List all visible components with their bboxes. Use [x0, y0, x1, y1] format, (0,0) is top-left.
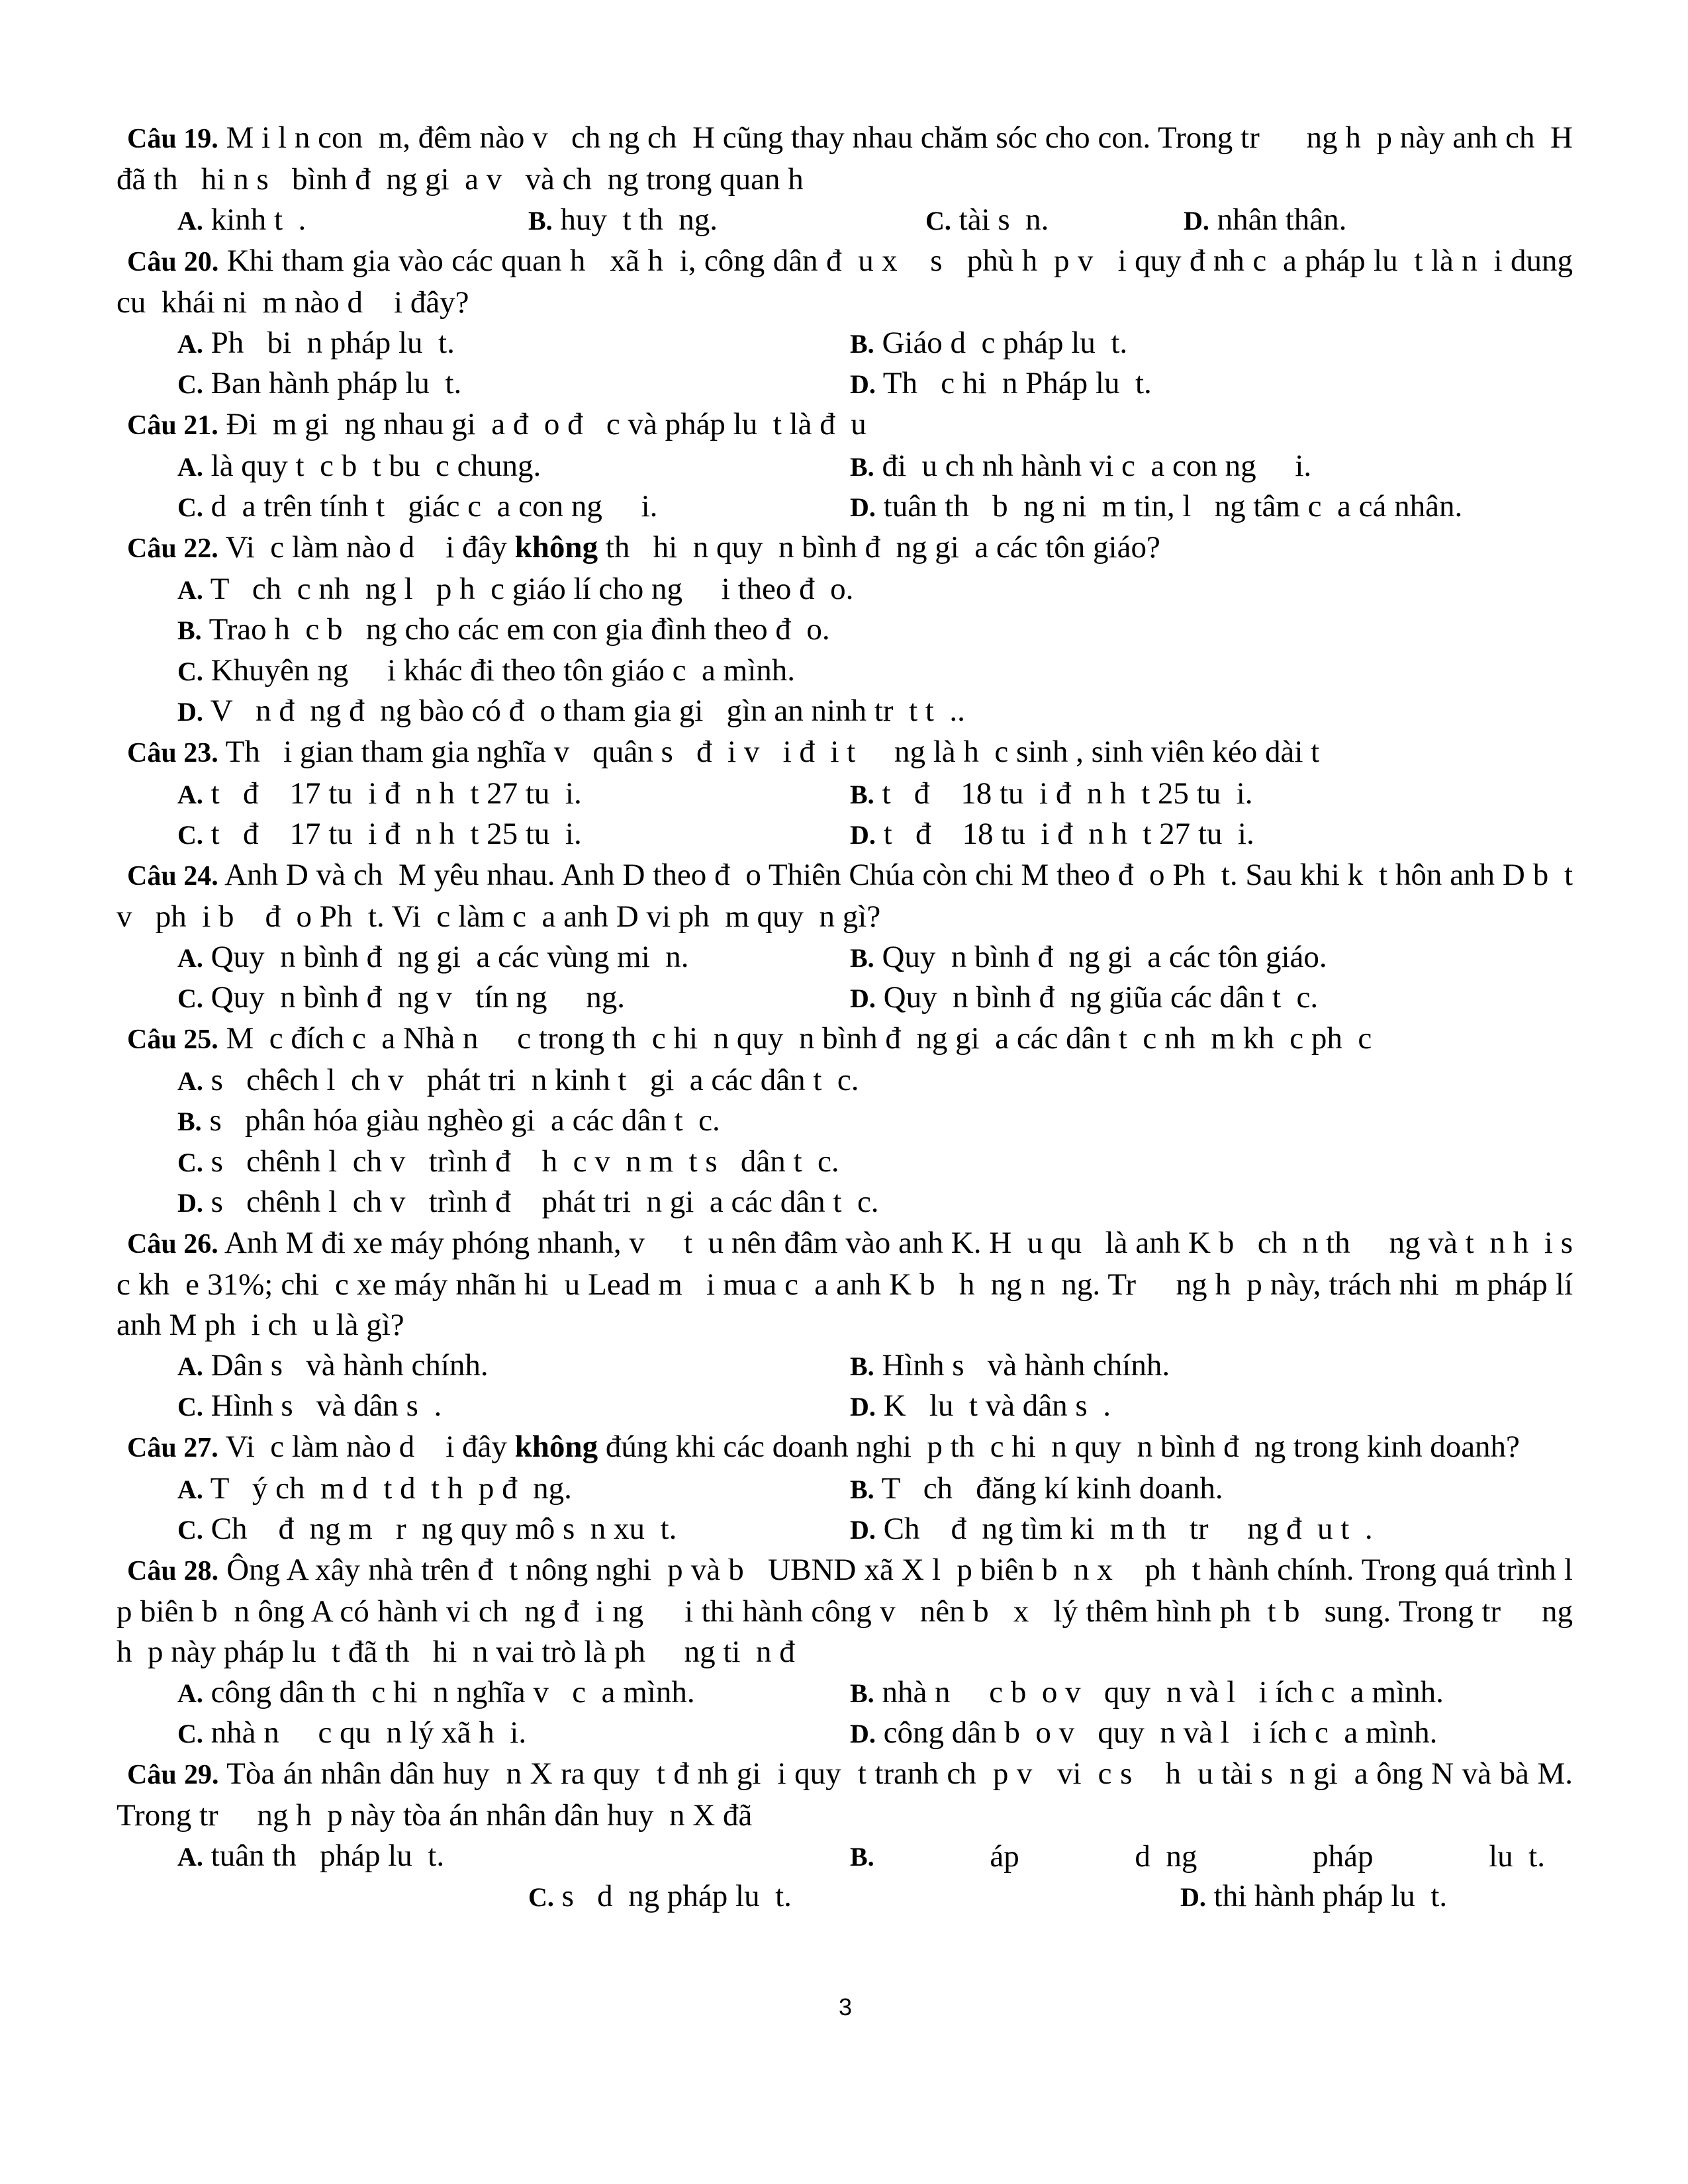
options-row: [117, 978, 1573, 1019]
option-letter: B.: [850, 1678, 874, 1708]
option-letter: C.: [528, 1882, 554, 1912]
option-letter: D.: [850, 983, 876, 1013]
options-row: [117, 651, 1573, 692]
question-label: Câu 25.: [127, 1024, 218, 1055]
option-text: t đ 18 tu i đ n h t 25 tu i.: [874, 776, 1253, 811]
question-label: Câu 19.: [127, 124, 218, 154]
option-letter: D.: [850, 1515, 876, 1545]
question-stem: M c đích c a Nhà n c trong th c hi n quy n bình đ ng gi a các dân t c nh m kh c ph c: [218, 1021, 1372, 1056]
options-row: [117, 1836, 1573, 1877]
answer-option: [177, 486, 850, 528]
answer-option: [177, 446, 850, 488]
option-text: Khuyên ng i khác đi theo tôn giáo c a mình.: [203, 653, 796, 688]
options-row: [117, 569, 1573, 610]
option-letter: A.: [177, 1841, 203, 1872]
option-letter: C.: [177, 1147, 203, 1177]
answer-option: [850, 774, 1253, 815]
option-letter: C.: [177, 820, 203, 850]
option-text: Dân s và hành chính.: [203, 1347, 489, 1383]
option-text: tuân th pháp lu t.: [203, 1838, 445, 1873]
option-text: nhà n c qu n lý xã h i.: [203, 1715, 527, 1750]
option-letter: D.: [850, 492, 876, 522]
options-row: [117, 323, 1573, 364]
option-text: đi u ch nh hành vi c a con ng i.: [874, 448, 1312, 483]
question-label: Câu 26.: [127, 1228, 218, 1259]
option-letter: A.: [177, 574, 203, 605]
option-text: tài s n.: [951, 203, 1049, 237]
option-text: kinh t .: [203, 203, 306, 237]
question-stem: Tòa án nhân dân huy n X ra quy t đ nh gi i quy t tranh ch p v vi c s h u tài s n gi a ông N và bà M. Trong tr ng h p này tòa án nhân dân huy n X đã: [117, 1756, 1580, 1833]
question-text: [117, 1223, 1589, 1345]
option-text: thi hành pháp lu t.: [1205, 1879, 1448, 1913]
option-letter: B.: [850, 451, 874, 482]
question-text: [117, 1427, 1573, 1469]
option-text: T ch c nh ng l p h c giáo lí cho ng i theo đ o.: [203, 571, 854, 606]
question-stem: Th i gian tham gia nghĩa v quân s đ i v i đ i t ng là h c sinh , sinh viên kéo dài t: [218, 734, 1320, 769]
option-text: s d ng pháp lu t.: [553, 1879, 792, 1913]
option-letter: C.: [177, 983, 203, 1013]
answer-option: [850, 363, 1152, 405]
option-letter: C.: [177, 656, 203, 686]
answer-option: [850, 937, 1327, 979]
option-text: tuân th b ng ni m tin, l ng tâm c a cá nhân.: [875, 489, 1463, 523]
option-letter: D.: [1184, 206, 1209, 236]
option-letter: B.: [850, 779, 874, 809]
option-text: T ý ch m d t d t h p đ ng.: [203, 1471, 572, 1506]
answer-option: [850, 1386, 1111, 1428]
question-label: Câu 28.: [127, 1555, 219, 1586]
option-text: Quy n bình đ ng v tín ng ng.: [203, 980, 626, 1015]
question-text-part: th hi n quy n bình đ ng gi a các tôn giáo?: [598, 529, 1160, 565]
answer-option: [177, 814, 850, 856]
option-letter: B.: [177, 1107, 202, 1136]
option-letter: C.: [177, 492, 203, 522]
question-text: [117, 241, 1581, 323]
answer-option: [850, 1713, 1437, 1754]
option-letter: A.: [177, 451, 203, 482]
answer-option: [177, 200, 528, 242]
option-text: Ban hành pháp lu t.: [203, 366, 462, 400]
option-letter: A.: [177, 1351, 203, 1381]
option-letter: B.: [850, 328, 874, 359]
question-label: Câu 29.: [127, 1759, 219, 1790]
options-row: [117, 1509, 1573, 1550]
options-row: [117, 1672, 1573, 1713]
answer-option: [177, 363, 850, 405]
option-letter: C.: [177, 1392, 203, 1422]
option-text: Quy n bình đ ng giũa các dân t c.: [875, 980, 1319, 1015]
option-text: d a trên tính t giác c a con ng i.: [203, 489, 658, 523]
question-text: [117, 1550, 1589, 1672]
question-text: [117, 732, 1573, 774]
option-text: Ch đ ng m r ng quy mô s n xu t.: [203, 1512, 677, 1546]
answer-option: [177, 323, 850, 365]
options-row: [117, 1345, 1573, 1387]
question-stem: M i l n con m, đêm nào v ch ng ch H cũng thay nhau chăm sóc cho con. Trong tr ng h p này anh ch H đã th hi n s bình đ ng gi a v và ch ng trong quan h: [117, 120, 1581, 197]
option-text: Ch đ ng tìm ki m th tr ng đ u t .: [875, 1512, 1373, 1546]
answer-option: [177, 1386, 850, 1428]
options-row: [117, 1060, 1573, 1101]
options-row: [117, 1469, 1573, 1510]
option-text: t đ 17 tu i đ n h t 27 tu i.: [203, 776, 582, 811]
answer-option: [850, 1509, 1373, 1551]
options-row: [117, 1876, 1573, 1917]
answer-option: [177, 610, 830, 651]
option-letter: A.: [177, 328, 203, 359]
option-text: s phân hóa giàu nghèo gi a các dân t c.: [201, 1103, 720, 1138]
option-letter: D.: [850, 1392, 876, 1422]
options-row: [117, 200, 1573, 241]
options-row: [117, 1182, 1573, 1223]
answer-option: [850, 323, 1127, 365]
options-row: [117, 1713, 1573, 1754]
question-label: Câu 20.: [127, 246, 219, 277]
option-text: là quy t c b t bu c chung.: [203, 448, 541, 483]
page-number: 3: [838, 1993, 853, 2021]
question-label: Câu 24.: [127, 860, 218, 891]
answer-option: [177, 1836, 850, 1878]
option-text: s chênh l ch v trình đ h c v n m t s dân t c.: [203, 1144, 839, 1179]
question-text: [117, 1754, 1580, 1836]
question-keyword: không: [514, 1429, 598, 1464]
answer-option: [528, 1876, 1180, 1918]
option-text: Quy n bình đ ng gi a các vùng mi n.: [203, 939, 689, 974]
answer-option: [528, 200, 925, 242]
question-text: [117, 118, 1581, 200]
option-letter: C.: [177, 369, 203, 399]
question-text: [117, 527, 1573, 569]
question-text: [117, 1019, 1573, 1060]
answer-option: [850, 1345, 1170, 1387]
option-letter: A.: [177, 1474, 203, 1504]
answer-option: [177, 691, 965, 733]
option-letter: D.: [850, 820, 876, 850]
option-letter: A.: [177, 1066, 203, 1096]
answer-option: [177, 569, 853, 611]
option-letter: A.: [177, 942, 203, 973]
answer-option: [177, 1713, 850, 1754]
option-text: t đ 18 tu i đ n h t 27 tu i.: [875, 817, 1254, 851]
option-text: công dân th c hi n nghĩa v c a mình.: [203, 1674, 695, 1709]
answer-option: [850, 486, 1462, 528]
option-letter: A.: [177, 1678, 203, 1708]
option-text: Hình s và hành chính.: [874, 1347, 1170, 1383]
option-text: nhà n c b o v quy n và l i ích c a mình.: [874, 1674, 1444, 1709]
answer-option: [850, 1469, 1223, 1510]
options-row: [117, 446, 1573, 487]
option-text: Ph bi n pháp lu t.: [203, 325, 455, 360]
answer-option: [177, 1182, 879, 1224]
options-row: [117, 1142, 1573, 1183]
option-text-word: áp: [990, 1839, 1019, 1874]
option-text: V n đ ng đ ng bào có đ o tham gia gi gìn an ninh tr t t ..: [203, 694, 965, 728]
option-text: T ch đăng kí kinh doanh.: [874, 1471, 1223, 1506]
question-text-part: Vi c làm nào d i đây: [218, 1429, 515, 1464]
option-letter: D.: [1180, 1882, 1206, 1912]
answer-option: [177, 1101, 720, 1142]
option-letter: A.: [177, 779, 203, 809]
option-text: Trao h c b ng cho các em con gia đình theo đ o.: [201, 612, 830, 647]
answer-option: [177, 1509, 850, 1551]
option-text: nhân thân.: [1209, 203, 1347, 237]
options-row: [117, 814, 1573, 855]
question-stem: Anh D và ch M yêu nhau. Anh D theo đ o Thiên Chúa còn chi M theo đ o Ph t. Sau khi k t hôn anh D b t v ph i b đ o Ph t. Vi c làm c a anh D vi ph m quy n gì?: [117, 857, 1581, 934]
answer-option: [177, 1142, 839, 1183]
option-text: huy t th ng.: [552, 203, 718, 237]
question-stem: Khi tham gia vào các quan h xã h i, công dân đ u x s phù h p v i quy đ nh c a pháp lu t là n i dung cu khái ni m nào d i đây?: [117, 243, 1581, 320]
option-text: Giáo d c pháp lu t.: [874, 325, 1128, 360]
answer-option: [850, 978, 1318, 1019]
answer-option: [850, 1837, 1545, 1878]
option-text: s chênh l ch v trình đ phát tri n gi a các dân t c.: [203, 1185, 879, 1219]
option-letter: B.: [528, 206, 553, 236]
option-letter: D.: [850, 1719, 876, 1749]
option-text: Quy n bình đ ng gi a các tôn giáo.: [874, 939, 1327, 974]
option-letter: B.: [177, 615, 202, 645]
option-letter: D.: [177, 697, 203, 727]
option-letter: C.: [177, 1719, 203, 1749]
option-text: Th c hi n Pháp lu t.: [875, 366, 1152, 400]
question-text-part: Vi c làm nào d i đây: [218, 529, 515, 565]
option-text-word: d ng: [1135, 1839, 1197, 1874]
option-text: K lu t và dân s .: [875, 1388, 1111, 1423]
answer-option: [850, 1672, 1444, 1714]
answer-option: [1180, 1876, 1447, 1918]
option-letter: B.: [850, 1841, 874, 1872]
options-row: [117, 1386, 1573, 1427]
question-text: [117, 404, 1573, 446]
answer-option: [177, 978, 850, 1019]
option-text: Hình s và dân s .: [203, 1388, 442, 1423]
option-letter: B.: [850, 1474, 874, 1504]
question-text: [117, 855, 1581, 937]
options-row: [117, 486, 1573, 527]
question-text-part: đúng khi các doanh nghi p th c hi n quy n bình đ ng trong kinh doanh?: [598, 1429, 1520, 1464]
option-letter: A.: [177, 206, 203, 236]
question-stem: Anh M đi xe máy phóng nhanh, v t u nên đâm vào anh K. H u qu là anh K b ch n th ng và t n h i s c kh e 31%; chi c xe máy nhãn hi u Lead m i mua c a anh K b h ng n ng. Tr ng h p này, trách nhi m pháp lí anh M ph i ch u là gì?: [117, 1225, 1589, 1342]
option-text-word: pháp: [1313, 1839, 1374, 1874]
answer-option: [850, 446, 1311, 488]
answer-option: [1184, 200, 1448, 242]
option-letter: C.: [925, 206, 951, 236]
question-label: Câu 21.: [127, 410, 218, 441]
answer-option: [177, 937, 850, 979]
options-row: [117, 1101, 1573, 1142]
answer-option: [177, 1672, 850, 1714]
answer-option: [177, 1060, 859, 1102]
answer-option: [177, 651, 795, 692]
question-label: Câu 22.: [127, 533, 218, 564]
answer-option: [177, 1469, 850, 1510]
question-stem: Ông A xây nhà trên đ t nông nghi p và b UBND xã X l p biên b n x ph t hành chính. Trong quá trình l p biên b n ông A có hành vi ch ng đ i ng i thi hành công v nên b x lý thêm hình ph t b sung. Trong tr ng h p này pháp lu t đã th hi n vai trò là ph ng ti n đ: [117, 1552, 1589, 1669]
option-text: công dân b o v quy n và l i ích c a mình.: [875, 1715, 1438, 1750]
answer-option: [177, 774, 850, 815]
answer-option: [177, 1345, 850, 1387]
option-letter: B.: [850, 942, 874, 973]
option-letter: C.: [177, 1515, 203, 1545]
option-letter: D.: [177, 1188, 203, 1218]
options-row: [117, 610, 1573, 651]
question-label: Câu 23.: [127, 737, 218, 768]
option-letter: D.: [850, 369, 876, 399]
option-text: t đ 17 tu i đ n h t 25 tu i.: [203, 817, 582, 851]
option-text: s chêch l ch v phát tri n kinh t gi a các dân t c.: [203, 1062, 859, 1097]
option-letter: B.: [850, 1351, 874, 1381]
option-text-word: lu t.: [1489, 1839, 1545, 1874]
options-row: [117, 937, 1573, 978]
options-row: [117, 691, 1573, 732]
question-stem: Đi m gi ng nhau gi a đ o đ c và pháp lu t là đ u: [218, 406, 867, 441]
options-row: [117, 774, 1573, 815]
answer-option: [850, 814, 1254, 856]
exam-page: [117, 118, 1589, 1917]
question-keyword: không: [514, 529, 598, 565]
answer-option: [925, 200, 1184, 242]
question-label: Câu 27.: [127, 1432, 218, 1463]
options-row: [117, 363, 1573, 404]
